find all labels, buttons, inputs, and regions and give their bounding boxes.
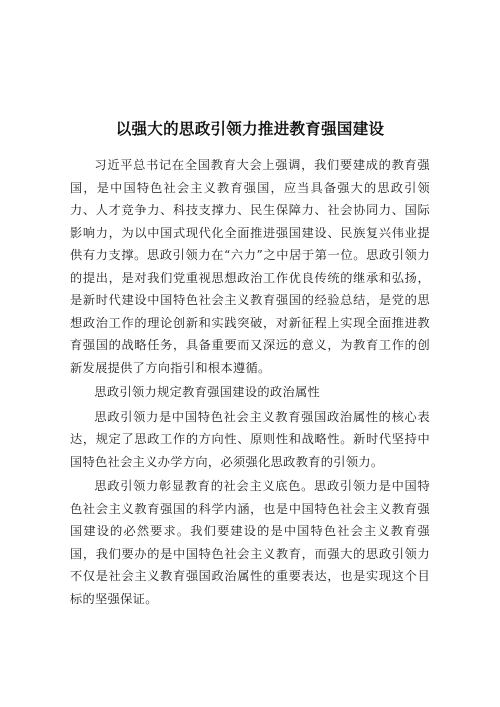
document-title: 以强大的思政引领力推进教育强国建设 — [115, 120, 385, 138]
section-heading: 思政引领力规定教育强国建设的政治属性 — [94, 385, 321, 399]
body-paragraph-intro: 习近平总书记在全国教育大会上强调，我们要建成的教育强国，是中国特色社会主义教育强国，应当具备强大的思政引领力、人才竞争力、科技支撑力、民生保障力、社会协同力、国际影响力，为以中国式现代化全面推进强国建设、民族复兴伟业提供有力支撑。思政引领力在“六力”之中居于第一位。思政引领力的提出，是对我们党重视思想政治工作优良传统的继承和弘扬，是新时代建设中国特色社会主义教育强国的经验总结，是党的思想政治工作的理论创新和实践突破，对新征程上实现全面推进教育强国的战略任务，具备重要而又深远的意义，为教育工作的创新发展提供了方向指引和根本遵循。 — [70, 158, 430, 375]
body-paragraph-socialist-foundation: 思政引领力彰显教育的社会主义底色。思政引领力是中国特色社会主义教育强国的科学内涵，也是中国特色社会主义教育强国建设的必然要求。我们要建设的是中国特色社会主义教育强国，我们要办的是中国特色社会主义教育，而强大的思政引领力不仅是社会主义教育强国政治属性的重要表达，也是实现这个目标的坚强保证。 — [70, 479, 430, 606]
body-paragraph-political-attribute: 思政引领力是中国特色社会主义教育强国政治属性的核心表达，规定了思政工作的方向性、原则性和战略性。新时代坚持中国特色社会主义办学方向，必须强化思政教育的引领力。 — [70, 409, 430, 469]
